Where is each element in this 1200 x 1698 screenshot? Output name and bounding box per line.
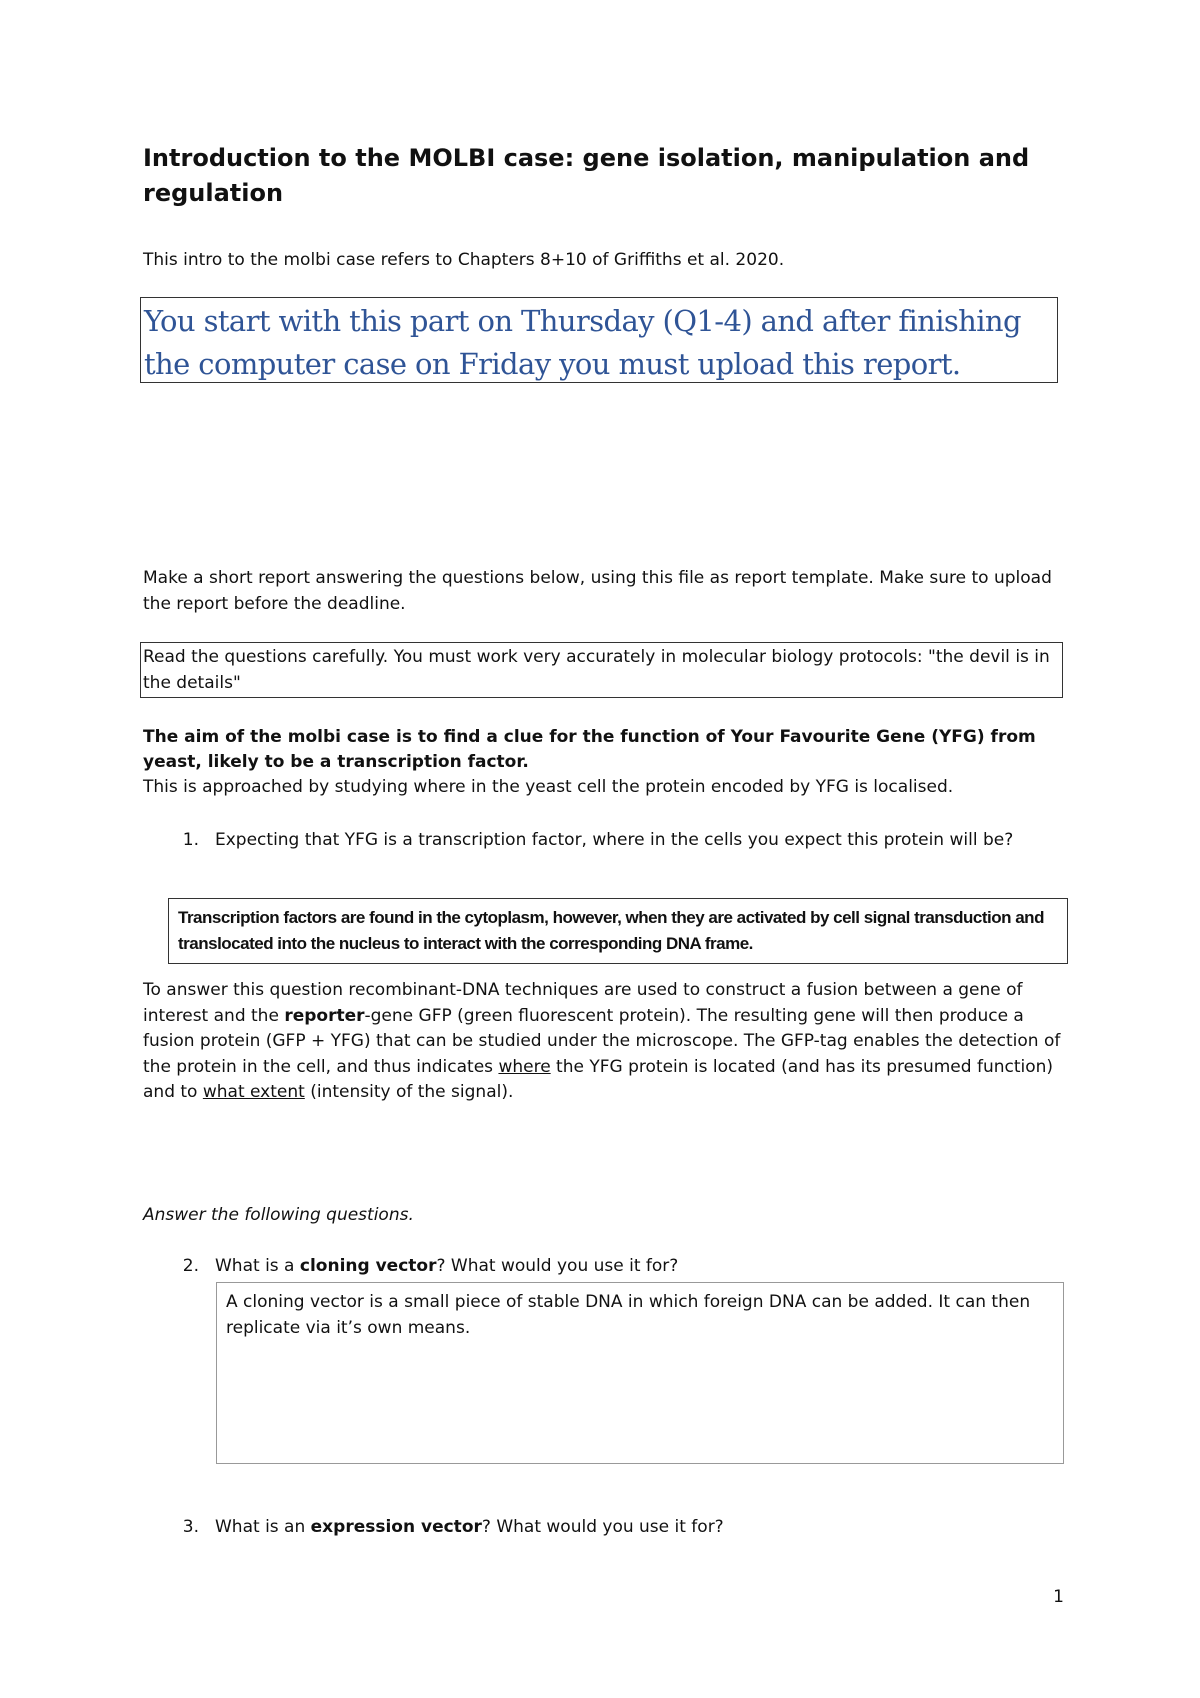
report-instruction: Make a short report answering the questions below, using this file as report template. Make sure to upload the report before the deadline. — [143, 568, 1052, 614]
question-text-post: ? What would you use it for? — [436, 1256, 679, 1276]
method-text-3: the YFG protein is located (and has its presumed function) and to — [143, 1056, 1054, 1102]
notice-box: You start with this part on Thursday (Q1-4) and after finishing the computer case on Friday you must upload this report. — [140, 297, 1058, 383]
page-number: 1 — [1053, 1587, 1064, 1607]
question-text — [215, 1514, 1063, 1540]
page-title: Introduction to the MOLBI case: gene isolation, manipulation and regulation — [143, 144, 1030, 207]
aim-approach: This is approached by studying where in the yeast cell the protein encoded by YFG is localised. — [143, 777, 954, 797]
method-where-underlined: where — [498, 1056, 551, 1077]
question-text — [215, 1253, 1063, 1279]
question-term: expression vector — [310, 1517, 482, 1537]
answer-box-1[interactable]: Transcription factors are found in the cytoplasm, however, when they are activated by cell signal transduction and translocated into the nucleus to interact with the corresponding DNA frame. — [168, 898, 1068, 964]
method-text-4: (intensity of the signal). — [304, 1082, 514, 1102]
method-text-1: To answer this question recombinant-DNA techniques are used to construct a fusion between a gene of interest and the — [143, 980, 1023, 1026]
aim-paragraph — [143, 725, 1063, 800]
intro-text: This intro to the molbi case refers to Chapters 8+10 of Griffiths et al. 2020. — [143, 250, 785, 270]
question-number: 1. — [182, 830, 199, 850]
method-paragraph — [143, 978, 1063, 1106]
question-number: 3. — [182, 1517, 199, 1537]
answer-box-2[interactable]: A cloning vector is a small piece of stable DNA in which foreign DNA can be added. It can then replicate via it’s own means. — [216, 1282, 1064, 1464]
method-extent-underlined: what extent — [202, 1082, 305, 1102]
question-number: 2. — [182, 1256, 199, 1276]
careful-note-box: Read the questions carefully. You must work very accurately in molecular biology protocols: "the devil is in the details" — [140, 642, 1063, 698]
question-text-pre: What is a — [215, 1256, 300, 1276]
method-reporter-bold: reporter — [284, 1005, 365, 1026]
question-text: Expecting that YFG is a transcription factor, where in the cells you expect this protein will be? — [215, 830, 1014, 850]
question-text-post: ? What would you use it for? — [481, 1517, 724, 1537]
method-text-2: -gene GFP (green fluorescent protein). The resulting gene will then produce a fusion protein (GFP + YFG) that can be studied under the microscope. The GFP-tag enables the detection of the protein in the cell, and thus indicates — [143, 1005, 1061, 1077]
aim-statement: The aim of the molbi case is to find a clue for the function of Your Favourite Gene (YFG) from yeast, likely to be a transcription factor. — [143, 727, 1036, 772]
question-text-pre: What is an — [215, 1517, 311, 1537]
answer-following-heading: Answer the following questions. — [143, 1205, 414, 1225]
question-term: cloning vector — [299, 1256, 437, 1276]
